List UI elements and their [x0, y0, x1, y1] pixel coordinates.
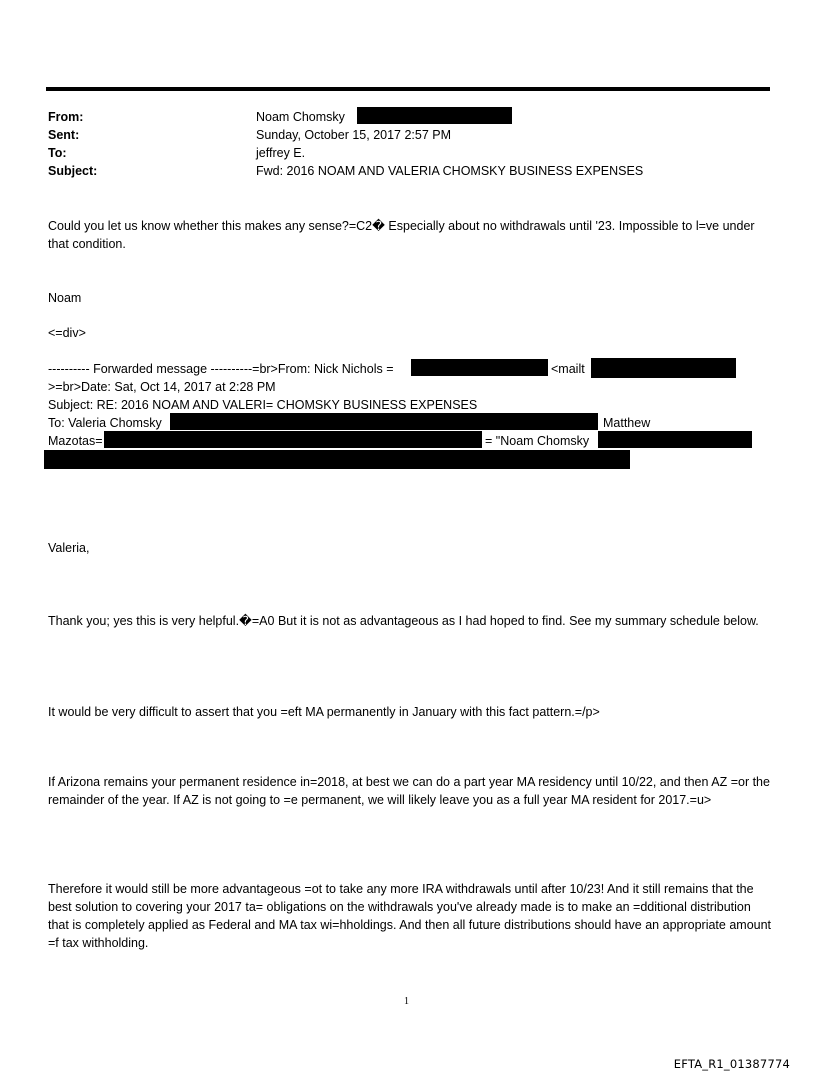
forwarded-subject-line: Subject: RE: 2016 NOAM AND VALERI= CHOMSKY BUSINESS EXPENSES: [48, 398, 478, 412]
paragraph-2: It would be very difficult to assert that you =eft MA permanently in January with this fact pattern.=/p>: [48, 705, 600, 719]
forwarded-mailto: <mailt: [551, 362, 585, 376]
forwarded-to-line: To: Valeria Chomsky: [48, 416, 162, 430]
sent-label: Sent:: [48, 128, 80, 142]
redaction-box: [170, 413, 598, 430]
sent-value: Sunday, October 15, 2017 2:57 PM: [256, 128, 452, 142]
header-rule: [46, 87, 770, 91]
to-label: To:: [48, 146, 67, 160]
paragraph-1: Thank you; yes this is very helpful.�=A0 But it is not as advantageous as I had hoped to find. See my summary schedule below.: [48, 614, 759, 628]
redaction-box: [357, 107, 512, 124]
paragraph-4: Therefore it would still be more advantageous =ot to take any more IRA withdrawals until after 10/23! And it still remains that the best solution to covering your 2017 ta= obligations on the withdrawals you've already made is to make an =dditional distribution that is completely applied as Federal and MA tax wi=hholdings. And then all future distributions should have an appropriate amount =f tax withholding.: [48, 882, 772, 950]
redaction-box: [598, 431, 752, 448]
forwarded-date-line: >=br>Date: Sat, Oct 14, 2017 at 2:28 PM: [48, 380, 276, 394]
subject-value: Fwd: 2016 NOAM AND VALERIA CHOMSKY BUSINESS EXPENSES: [256, 164, 644, 178]
intro-paragraph: Could you let us know whether this makes any sense?=C2� Especially about no withdrawals until '23. Impossible to l=ve under that condition.: [48, 219, 755, 251]
forwarded-cc-noam: = "Noam Chomsky: [485, 434, 590, 448]
div-tag-text: <=div>: [48, 326, 86, 340]
forwarded-cc-line: Mazotas=: [48, 434, 103, 448]
redaction-box: [44, 450, 630, 469]
page-number: 1: [404, 996, 409, 1007]
from-label: From:: [48, 110, 84, 124]
redaction-box: [411, 359, 548, 376]
from-value: Noam Chomsky: [256, 110, 345, 124]
greeting: Valeria,: [48, 541, 90, 555]
redaction-box: [591, 358, 736, 378]
redaction-box: [104, 431, 482, 448]
paragraph-3: If Arizona remains your permanent residence in=2018, at best we can do a part year MA residency until 10/22, and then AZ =or the remainder of the year. If AZ is not going to =e permanent, we will likely leave you as a full year MA resident for 2017.=u>: [48, 775, 770, 807]
to-value: jeffrey E.: [256, 146, 306, 160]
document-id-footer: EFTA_R1_01387774: [673, 1057, 790, 1071]
subject-label: Subject:: [48, 164, 98, 178]
signoff: Noam: [48, 291, 82, 305]
forwarded-cc-name: Matthew: [603, 416, 651, 430]
forwarded-from-line: ---------- Forwarded message ----------=br>From: Nick Nichols =: [48, 362, 394, 376]
